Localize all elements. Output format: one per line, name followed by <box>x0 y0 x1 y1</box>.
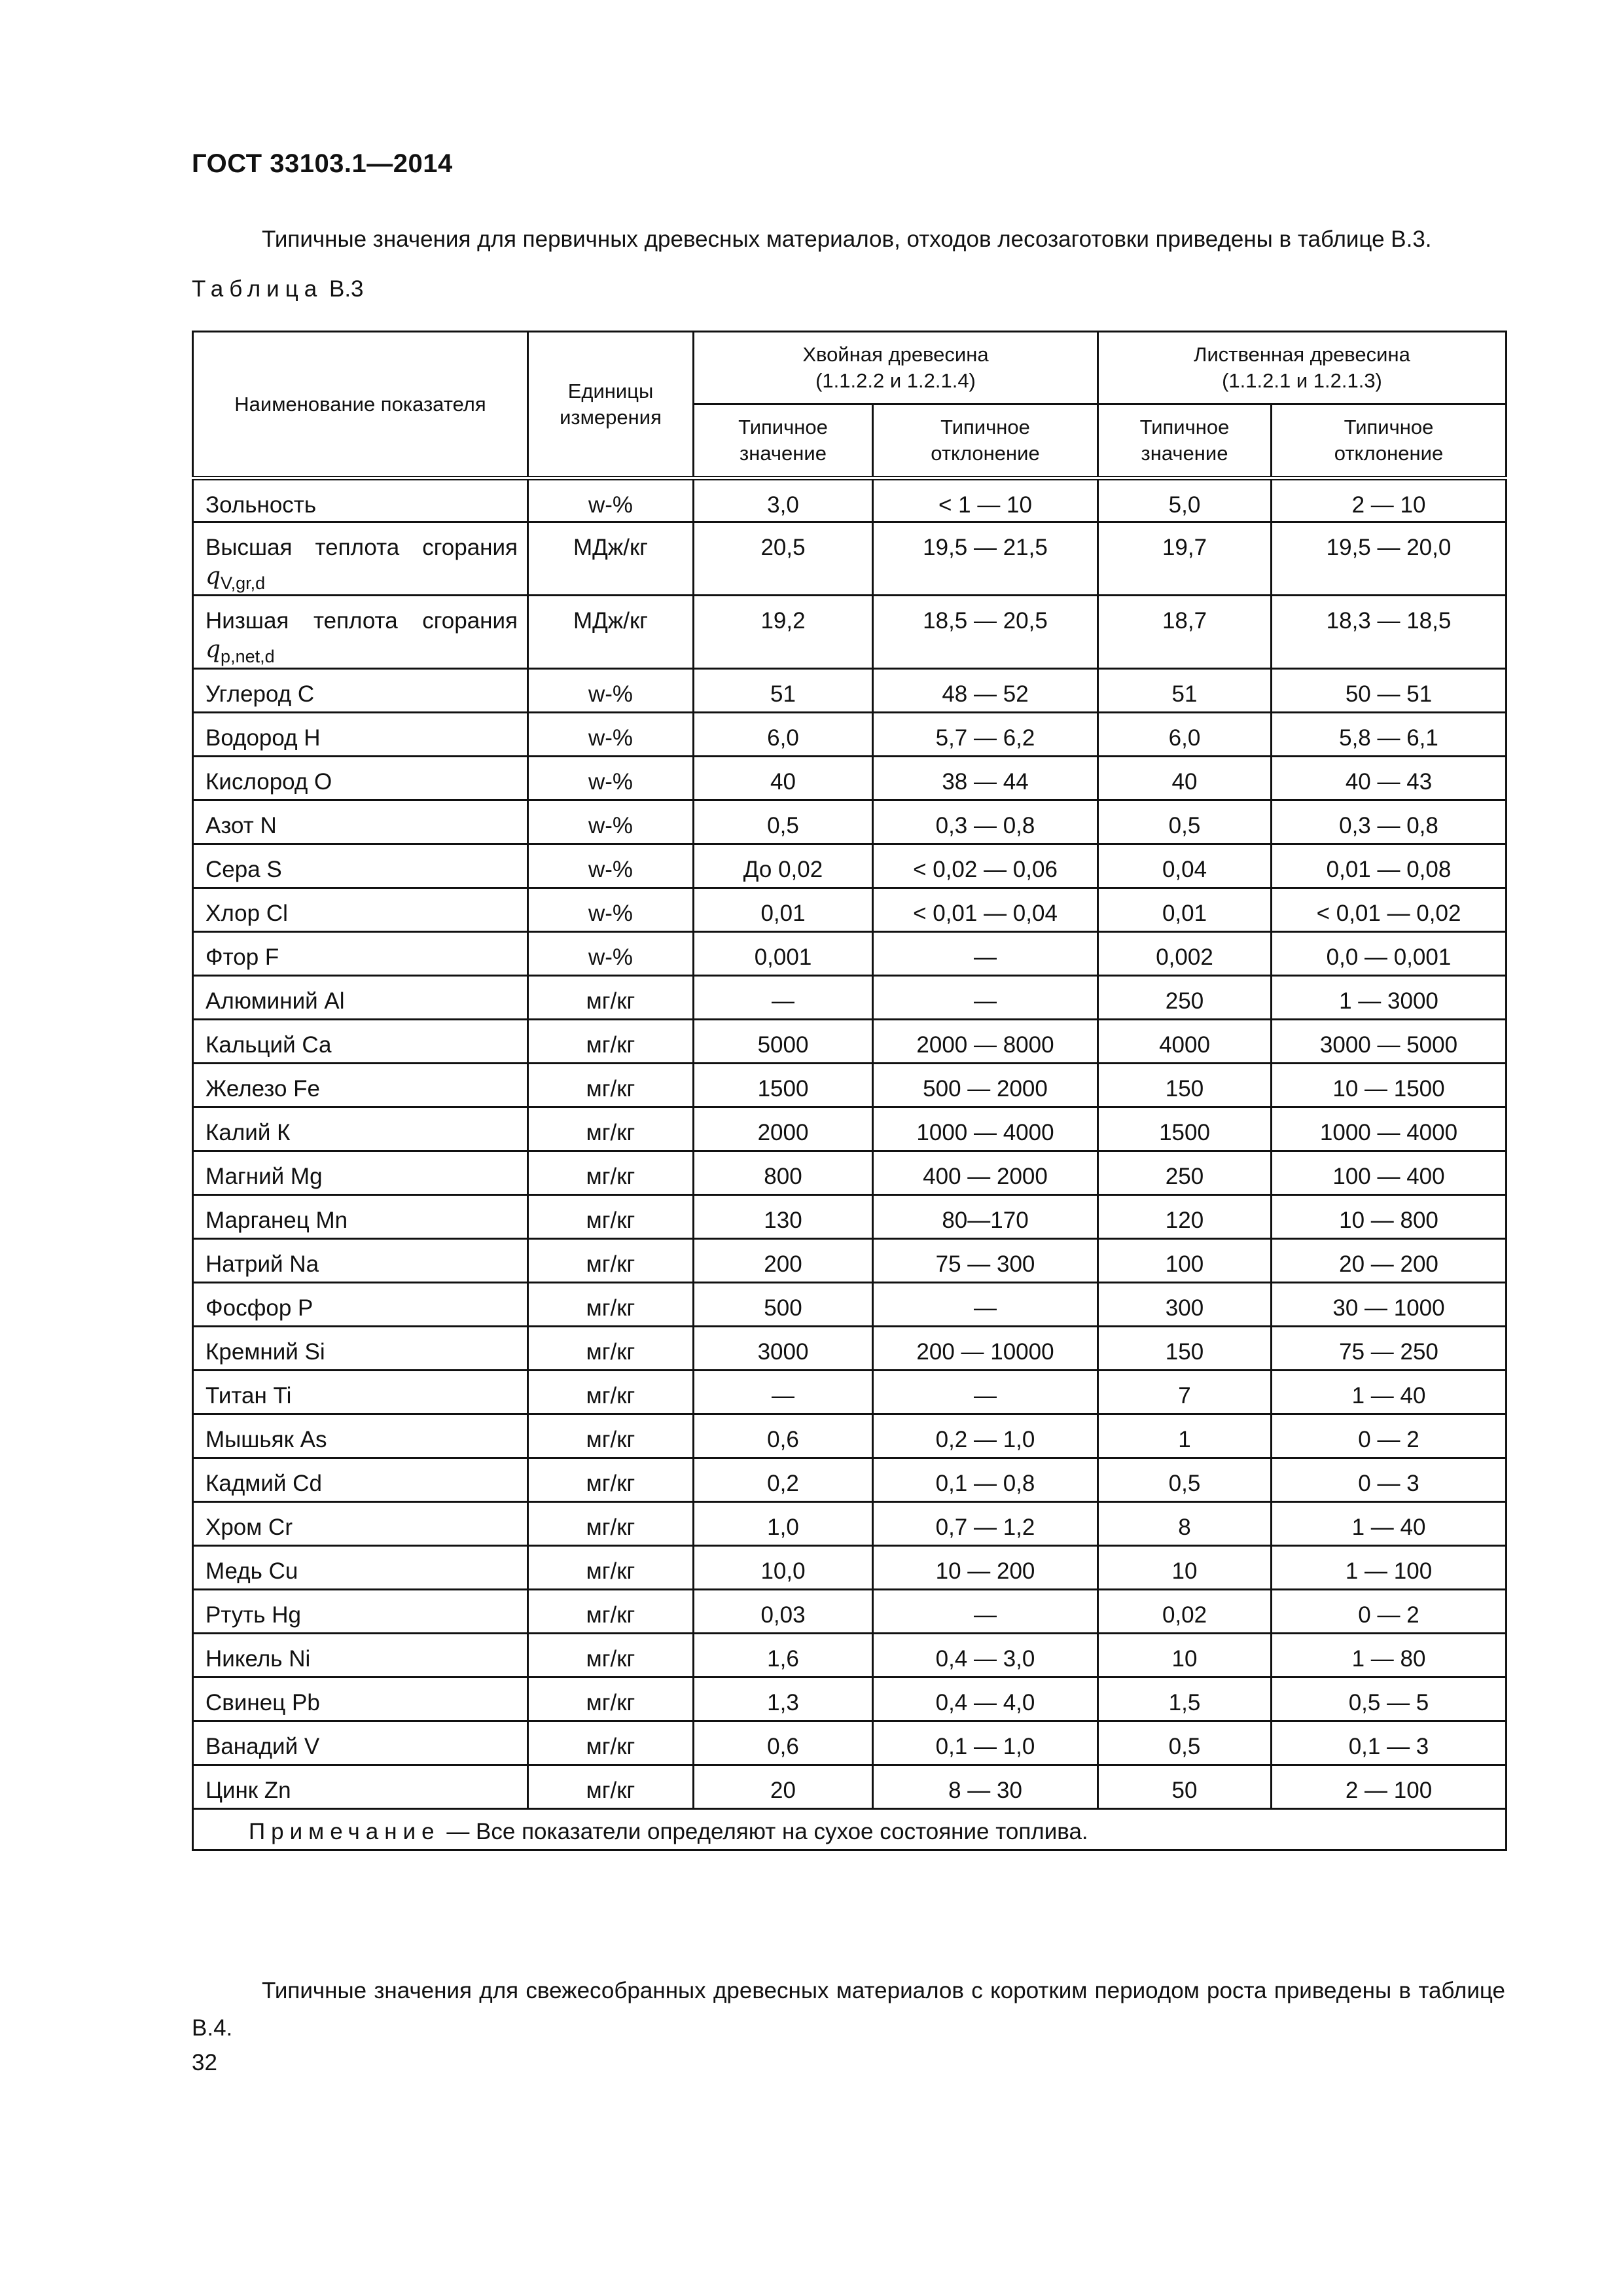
hardwood-typical-deviation: 2 — 100 <box>1272 1765 1507 1809</box>
hardwood-typical-value: 0,04 <box>1098 844 1272 888</box>
row-name-cell: Мышьяк As <box>193 1414 528 1458</box>
row-name-cell: Цинк Zn <box>193 1765 528 1809</box>
softwood-typical-value: 51 <box>694 669 873 713</box>
header-text: Типичное значение <box>1139 416 1230 465</box>
header-text: Типичное значение <box>738 416 828 465</box>
hardwood-typical-value: 250 <box>1098 976 1272 1020</box>
softwood-typical-value: 5000 <box>694 1020 873 1064</box>
table-row <box>193 1107 1507 1151</box>
softwood-typical-value: 800 <box>694 1151 873 1195</box>
hardwood-typical-value: 0,5 <box>1098 1458 1272 1502</box>
row-name-cell: Никель Ni <box>193 1634 528 1677</box>
softwood-typical-value: 3,0 <box>694 478 873 522</box>
hardwood-typical-value: 300 <box>1098 1283 1272 1327</box>
softwood-typical-deviation: — <box>873 1283 1098 1327</box>
softwood-typical-value: 0,6 <box>694 1721 873 1765</box>
row-unit: мг/кг <box>528 1239 694 1283</box>
softwood-typical-value: 130 <box>694 1195 873 1239</box>
softwood-typical-value: 0,5 <box>694 800 873 844</box>
row-name-cell: Железо Fe <box>193 1064 528 1107</box>
hardwood-typical-value: 19,7 <box>1098 522 1272 596</box>
table-row <box>193 522 1507 596</box>
hardwood-typical-deviation: 0,3 — 0,8 <box>1272 800 1507 844</box>
document-header-title: ГОСТ 33103.1—2014 <box>192 149 453 178</box>
softwood-typical-deviation: 400 — 2000 <box>873 1151 1098 1195</box>
row-unit: мг/кг <box>528 1677 694 1721</box>
hardwood-typical-value: 50 <box>1098 1765 1272 1809</box>
column-header-softwood-typical-deviation <box>873 404 1098 478</box>
row-unit: мг/кг <box>528 1502 694 1546</box>
row-unit: w-% <box>528 478 694 522</box>
hardwood-typical-deviation: 0,01 — 0,08 <box>1272 844 1507 888</box>
row-unit: мг/кг <box>528 1371 694 1414</box>
hardwood-typical-deviation: 20 — 200 <box>1272 1239 1507 1283</box>
hardwood-typical-value: 6,0 <box>1098 713 1272 757</box>
hardwood-typical-deviation: 19,5 — 20,0 <box>1272 522 1507 596</box>
table-row <box>193 1239 1507 1283</box>
table-row <box>193 1151 1507 1195</box>
hardwood-typical-value: 1,5 <box>1098 1677 1272 1721</box>
softwood-typical-value: 0,03 <box>694 1590 873 1634</box>
hardwood-typical-deviation: 10 — 1500 <box>1272 1064 1507 1107</box>
softwood-typical-value: 20,5 <box>694 522 873 596</box>
hardwood-typical-value: 250 <box>1098 1151 1272 1195</box>
hardwood-typical-value: 10 <box>1098 1634 1272 1677</box>
hardwood-typical-deviation: 75 — 250 <box>1272 1327 1507 1371</box>
row-unit: мг/кг <box>528 1590 694 1634</box>
row-unit: мг/кг <box>528 1458 694 1502</box>
softwood-typical-value: 2000 <box>694 1107 873 1151</box>
row-name-cell: Кадмий Cd <box>193 1458 528 1502</box>
hardwood-typical-value: 100 <box>1098 1239 1272 1283</box>
softwood-typical-deviation: — <box>873 976 1098 1020</box>
softwood-typical-deviation: 200 — 10000 <box>873 1327 1098 1371</box>
softwood-typical-value: — <box>694 1371 873 1414</box>
hardwood-typical-deviation: 100 — 400 <box>1272 1151 1507 1195</box>
hardwood-typical-deviation: 0 — 2 <box>1272 1590 1507 1634</box>
softwood-typical-value: До 0,02 <box>694 844 873 888</box>
softwood-typical-value: 500 <box>694 1283 873 1327</box>
table-note-text: — Все показатели определяют на сухое состояние топлива. <box>446 1819 1088 1844</box>
row-name-cell: Магний Mg <box>193 1151 528 1195</box>
table-row <box>193 596 1507 669</box>
table-note-label: Примечание <box>249 1819 440 1844</box>
table-row <box>193 1283 1507 1327</box>
row-name-cell: Углерод С <box>193 669 528 713</box>
column-group-softwood-text: Хвойная древесина (1.1.2.2 и 1.2.1.4) <box>802 343 989 392</box>
hardwood-typical-value: 150 <box>1098 1064 1272 1107</box>
hardwood-typical-deviation: 0 — 3 <box>1272 1458 1507 1502</box>
column-header-units-text: Единицы измерения <box>560 379 662 429</box>
row-unit: w-% <box>528 932 694 976</box>
softwood-typical-value: 10,0 <box>694 1546 873 1590</box>
hardwood-typical-value: 10 <box>1098 1546 1272 1590</box>
row-name-cell: Кремний Si <box>193 1327 528 1371</box>
row-unit: мг/кг <box>528 1414 694 1458</box>
data-table <box>192 331 1507 1851</box>
hardwood-typical-value: 0,002 <box>1098 932 1272 976</box>
table-row <box>193 1634 1507 1677</box>
row-name-cell: Фтор F <box>193 932 528 976</box>
hardwood-typical-value: 40 <box>1098 757 1272 800</box>
softwood-typical-deviation: 10 — 200 <box>873 1546 1098 1590</box>
row-name-cell: Азот N <box>193 800 528 844</box>
softwood-typical-deviation: 18,5 — 20,5 <box>873 596 1098 669</box>
hardwood-typical-value: 1500 <box>1098 1107 1272 1151</box>
row-name-cell: Водород Н <box>193 713 528 757</box>
hardwood-typical-value: 4000 <box>1098 1020 1272 1064</box>
softwood-typical-deviation: 5,7 — 6,2 <box>873 713 1098 757</box>
softwood-typical-value: 19,2 <box>694 596 873 669</box>
hardwood-typical-value: 7 <box>1098 1371 1272 1414</box>
softwood-typical-value: 1,6 <box>694 1634 873 1677</box>
table-row <box>193 1721 1507 1765</box>
row-name-cell: Кальций Са <box>193 1020 528 1064</box>
hardwood-typical-deviation: 1 — 100 <box>1272 1546 1507 1590</box>
hardwood-typical-deviation: 3000 — 5000 <box>1272 1020 1507 1064</box>
row-unit: w-% <box>528 757 694 800</box>
softwood-typical-deviation: 0,2 — 1,0 <box>873 1414 1098 1458</box>
hardwood-typical-deviation: 0,0 — 0,001 <box>1272 932 1507 976</box>
hardwood-typical-deviation: 2 — 10 <box>1272 478 1507 522</box>
row-unit: w-% <box>528 669 694 713</box>
softwood-typical-value: 1,3 <box>694 1677 873 1721</box>
row-unit: мг/кг <box>528 1765 694 1809</box>
row-name-cell: Калий К <box>193 1107 528 1151</box>
softwood-typical-deviation: < 1 — 10 <box>873 478 1098 522</box>
row-name-cell: Хром Cr <box>193 1502 528 1546</box>
row-unit: мг/кг <box>528 976 694 1020</box>
row-unit: мг/кг <box>528 1546 694 1590</box>
row-name-cell <box>193 596 528 669</box>
hardwood-typical-value: 18,7 <box>1098 596 1272 669</box>
softwood-typical-deviation: 0,3 — 0,8 <box>873 800 1098 844</box>
softwood-typical-deviation: 19,5 — 21,5 <box>873 522 1098 596</box>
hardwood-typical-deviation: 1000 — 4000 <box>1272 1107 1507 1151</box>
table-row <box>193 1546 1507 1590</box>
row-unit: мг/кг <box>528 1107 694 1151</box>
table-row <box>193 976 1507 1020</box>
row-name-cell: Кислород О <box>193 757 528 800</box>
row-name-cell: Титан Ti <box>193 1371 528 1414</box>
row-name-cell <box>193 522 528 596</box>
row-unit: мг/кг <box>528 1721 694 1765</box>
hardwood-typical-deviation: 5,8 — 6,1 <box>1272 713 1507 757</box>
softwood-typical-value: 0,2 <box>694 1458 873 1502</box>
softwood-typical-value: 200 <box>694 1239 873 1283</box>
row-name-cell: Хлор Cl <box>193 888 528 932</box>
hardwood-typical-deviation: 40 — 43 <box>1272 757 1507 800</box>
softwood-typical-deviation: < 0,02 — 0,06 <box>873 844 1098 888</box>
table-row <box>193 1765 1507 1809</box>
hardwood-typical-deviation: 1 — 40 <box>1272 1371 1507 1414</box>
softwood-typical-value: 0,01 <box>694 888 873 932</box>
row-name-cell: Свинец Pb <box>193 1677 528 1721</box>
table-row <box>193 1371 1507 1414</box>
row-unit: мг/кг <box>528 1151 694 1195</box>
column-header-softwood-typical-value <box>694 404 873 478</box>
table-row <box>193 844 1507 888</box>
table-row <box>193 1677 1507 1721</box>
hardwood-typical-value: 0,5 <box>1098 800 1272 844</box>
row-unit: мг/кг <box>528 1283 694 1327</box>
softwood-typical-deviation: — <box>873 1590 1098 1634</box>
header-text: Типичное отклонение <box>931 416 1040 465</box>
softwood-typical-value: 40 <box>694 757 873 800</box>
softwood-typical-value: 0,001 <box>694 932 873 976</box>
softwood-typical-deviation: 1000 — 4000 <box>873 1107 1098 1151</box>
row-name-cell: Фосфор Р <box>193 1283 528 1327</box>
table-row <box>193 669 1507 713</box>
table-row <box>193 800 1507 844</box>
hardwood-typical-value: 1 <box>1098 1414 1272 1458</box>
row-unit: w-% <box>528 888 694 932</box>
row-unit: w-% <box>528 844 694 888</box>
row-name-cell: Зольность <box>193 478 528 522</box>
hardwood-typical-deviation: 0,1 — 3 <box>1272 1721 1507 1765</box>
row-symbol-letter: q <box>205 563 221 590</box>
table-row <box>193 888 1507 932</box>
row-name-cell: Натрий Na <box>193 1239 528 1283</box>
softwood-typical-deviation: 8 — 30 <box>873 1765 1098 1809</box>
softwood-typical-deviation: 500 — 2000 <box>873 1064 1098 1107</box>
table-caption-number: В.3 <box>329 276 364 302</box>
hardwood-typical-value: 0,01 <box>1098 888 1272 932</box>
softwood-typical-deviation: — <box>873 1371 1098 1414</box>
softwood-typical-value: 1,0 <box>694 1502 873 1546</box>
softwood-typical-value: 1500 <box>694 1064 873 1107</box>
row-symbol <box>205 563 266 593</box>
row-name: Высшая теплота сгорания <box>205 535 518 560</box>
softwood-typical-value: 3000 <box>694 1327 873 1371</box>
softwood-typical-deviation: 48 — 52 <box>873 669 1098 713</box>
table-caption <box>192 276 364 302</box>
outro-paragraph: Типичные значения для свежесобранных древесных материалов с коротким периодом роста приведены в таблице В.4. <box>192 1978 1505 2041</box>
table-caption-prefix: Таблица <box>192 276 323 302</box>
row-name-cell: Алюминий Al <box>193 976 528 1020</box>
column-group-hardwood <box>1098 332 1507 404</box>
table-body <box>193 478 1507 1809</box>
page-number: 32 <box>192 2050 217 2075</box>
table-row <box>193 1064 1507 1107</box>
row-name: Низшая теплота сгорания <box>205 608 518 634</box>
hardwood-typical-value: 5,0 <box>1098 478 1272 522</box>
row-symbol-subscript: V,gr,d <box>221 573 266 593</box>
softwood-typical-deviation: 0,7 — 1,2 <box>873 1502 1098 1546</box>
row-unit: w-% <box>528 713 694 757</box>
row-unit: мг/кг <box>528 1020 694 1064</box>
softwood-typical-deviation: 75 — 300 <box>873 1239 1098 1283</box>
hardwood-typical-deviation: 1 — 40 <box>1272 1502 1507 1546</box>
row-name-cell: Ванадий V <box>193 1721 528 1765</box>
softwood-typical-deviation: 38 — 44 <box>873 757 1098 800</box>
softwood-typical-deviation: 0,1 — 0,8 <box>873 1458 1098 1502</box>
table-row <box>193 1590 1507 1634</box>
table-row <box>193 1020 1507 1064</box>
row-unit: мг/кг <box>528 1195 694 1239</box>
hardwood-typical-value: 150 <box>1098 1327 1272 1371</box>
column-header-hardwood-typical-value <box>1098 404 1272 478</box>
hardwood-typical-deviation: 0,5 — 5 <box>1272 1677 1507 1721</box>
row-unit: мг/кг <box>528 1634 694 1677</box>
table-row <box>193 932 1507 976</box>
softwood-typical-deviation: 0,4 — 3,0 <box>873 1634 1098 1677</box>
hardwood-typical-deviation: 18,3 — 18,5 <box>1272 596 1507 669</box>
hardwood-typical-deviation: 30 — 1000 <box>1272 1283 1507 1327</box>
table-row <box>193 478 1507 522</box>
softwood-typical-deviation: 0,1 — 1,0 <box>873 1721 1098 1765</box>
softwood-typical-value: 6,0 <box>694 713 873 757</box>
hardwood-typical-deviation: 10 — 800 <box>1272 1195 1507 1239</box>
softwood-typical-deviation: 0,4 — 4,0 <box>873 1677 1098 1721</box>
softwood-typical-deviation: < 0,01 — 0,04 <box>873 888 1098 932</box>
column-header-units <box>528 332 694 478</box>
row-name-cell: Сера S <box>193 844 528 888</box>
table-row <box>193 1458 1507 1502</box>
table-row <box>193 1502 1507 1546</box>
column-header-name: Наименование показателя <box>193 332 528 478</box>
softwood-typical-deviation: — <box>873 932 1098 976</box>
hardwood-typical-deviation: 0 — 2 <box>1272 1414 1507 1458</box>
table-row <box>193 757 1507 800</box>
row-unit: w-% <box>528 800 694 844</box>
row-name-cell: Марганец Mn <box>193 1195 528 1239</box>
table-note <box>193 1809 1507 1850</box>
table-row <box>193 1327 1507 1371</box>
hardwood-typical-value: 8 <box>1098 1502 1272 1546</box>
row-name-cell: Ртуть Hg <box>193 1590 528 1634</box>
softwood-typical-deviation: 80—170 <box>873 1195 1098 1239</box>
hardwood-typical-deviation: 1 — 80 <box>1272 1634 1507 1677</box>
row-name-cell: Медь Cu <box>193 1546 528 1590</box>
hardwood-typical-value: 120 <box>1098 1195 1272 1239</box>
column-header-hardwood-typical-deviation <box>1272 404 1507 478</box>
hardwood-typical-deviation: 50 — 51 <box>1272 669 1507 713</box>
header-text: Типичное отклонение <box>1334 416 1444 465</box>
softwood-typical-deviation: 2000 — 8000 <box>873 1020 1098 1064</box>
softwood-typical-value: — <box>694 976 873 1020</box>
row-unit: мг/кг <box>528 1064 694 1107</box>
column-group-softwood <box>694 332 1098 404</box>
row-unit: МДж/кг <box>528 522 694 596</box>
row-symbol-letter: q <box>205 636 221 663</box>
hardwood-typical-deviation: 1 — 3000 <box>1272 976 1507 1020</box>
row-symbol-subscript: p,net,d <box>221 647 275 666</box>
hardwood-typical-value: 0,5 <box>1098 1721 1272 1765</box>
column-group-hardwood-text: Лиственная древесина (1.1.2.1 и 1.2.1.3) <box>1194 343 1410 392</box>
table-row <box>193 1414 1507 1458</box>
softwood-typical-value: 0,6 <box>694 1414 873 1458</box>
row-unit: МДж/кг <box>528 596 694 669</box>
row-unit: мг/кг <box>528 1327 694 1371</box>
row-symbol <box>205 636 275 666</box>
hardwood-typical-deviation: < 0,01 — 0,02 <box>1272 888 1507 932</box>
hardwood-typical-value: 51 <box>1098 669 1272 713</box>
table-row <box>193 713 1507 757</box>
table-row <box>193 1195 1507 1239</box>
hardwood-typical-value: 0,02 <box>1098 1590 1272 1634</box>
softwood-typical-value: 20 <box>694 1765 873 1809</box>
intro-paragraph: Типичные значения для первичных древесных материалов, отходов лесозаготовки приведены в таблице В.3. <box>262 226 1432 252</box>
